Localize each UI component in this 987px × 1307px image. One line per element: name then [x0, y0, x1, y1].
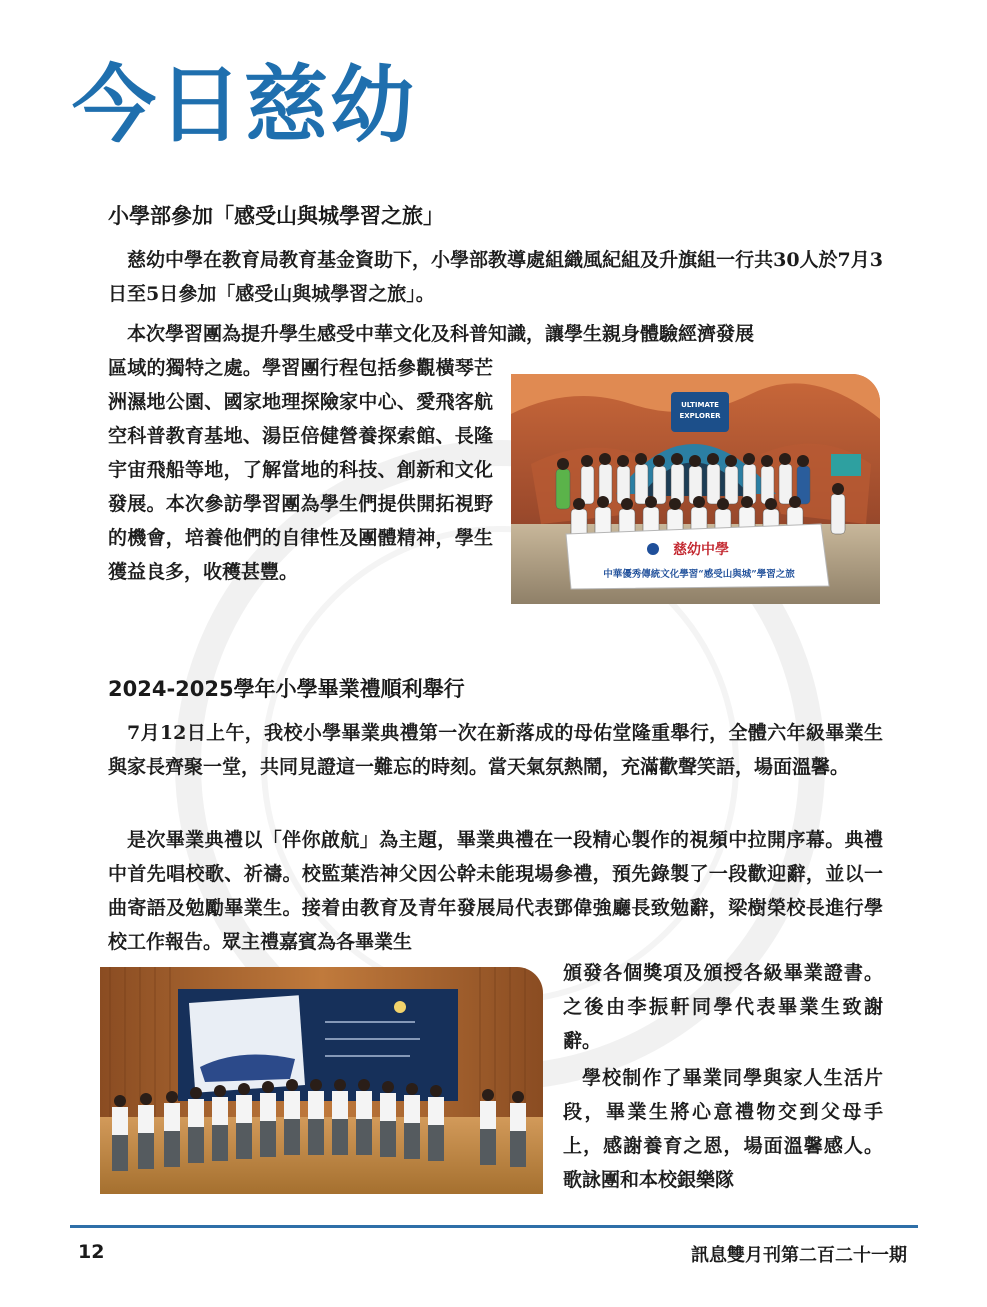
graduation-ceremony-photo: [100, 967, 543, 1194]
article2-paragraph-1: 7月12日上午，我校小學畢業典禮第一次在新落成的母佑堂隆重舉行，全體六年級畢業生與家長齊聚一堂，共同見證這一難忘的時刻。當天氣氛熱鬧，充滿歡聲笑語，場面溫馨。: [108, 722, 883, 778]
svg-text:慈幼中學: 慈幼中學: [673, 542, 729, 558]
article1-paragraph-1: 慈幼中學在教育局教育基金資助下，小學部教導處組織風紀組及升旗組一行共30人於7月3日至5日參加「感受山與城學習之旅」。: [108, 249, 883, 305]
page-number: 12: [78, 1241, 105, 1263]
article1-heading: 小學部參加「感受山與城學習之旅」: [108, 204, 444, 228]
article2-paragraph-3: 學校制作了畢業同學與家人生活片段，畢業生將心意禮物交到父母手上，感謝養育之恩，場面溫馨感人。歌詠團和本校銀樂隊: [563, 1067, 883, 1191]
svg-text:EXPLORER: EXPLORER: [679, 412, 721, 420]
article2-paragraph-2-side: 頒發各個獎項及頒授各級畢業證書。之後由李振軒同學代表畢業生致謝辭。: [563, 962, 883, 1052]
svg-text:中華優秀傳統文化學習“感受山與城”學習之旅: 中華優秀傳統文化學習“感受山與城”學習之旅: [603, 569, 795, 580]
issue-label: 訊息雙月刊第二百二十一期: [691, 1245, 907, 1266]
article2-paragraph-2-top: 是次畢業典禮以「伴你啟航」為主題，畢業典禮在一段精心製作的視頻中拉開序幕。典禮中首先唱校歌、祈禱。校監葉浩神父因公幹未能現場參禮，預先錄製了一段歡迎辭，並以一曲寄語及勉勵畢業生。接着由教育及青年發展局代表鄧偉強廳長致勉辭，梁樹榮校長進行學校工作報告。眾主禮嘉賓為各畢業生: [108, 829, 883, 953]
study-tour-group-photo: [511, 374, 880, 604]
page-title: 今日慈幼: [72, 55, 417, 154]
footer-divider: [70, 1225, 918, 1228]
article1-paragraph-2-top: 本次學習團為提升學生感受中華文化及科普知識，讓學生親身體驗經濟發展: [127, 323, 755, 345]
article2-heading: 2024-2025學年小學畢業禮順利舉行: [108, 677, 465, 701]
article1-paragraph-2-side: 區域的獨特之處。學習團行程包括參觀橫琴芒洲濕地公園、國家地理探險家中心、愛飛客航空科普教育基地、湯臣倍健營養探索館、長隆宇宙飛船等地，了解當地的科技、創新和文化發展。本次參訪學習團為學生們提供開拓視野的機會，培養他們的自律性及團體精神，學生獲益良多，收穫甚豐。: [108, 357, 493, 583]
svg-text:ULTIMATE: ULTIMATE: [681, 401, 719, 409]
